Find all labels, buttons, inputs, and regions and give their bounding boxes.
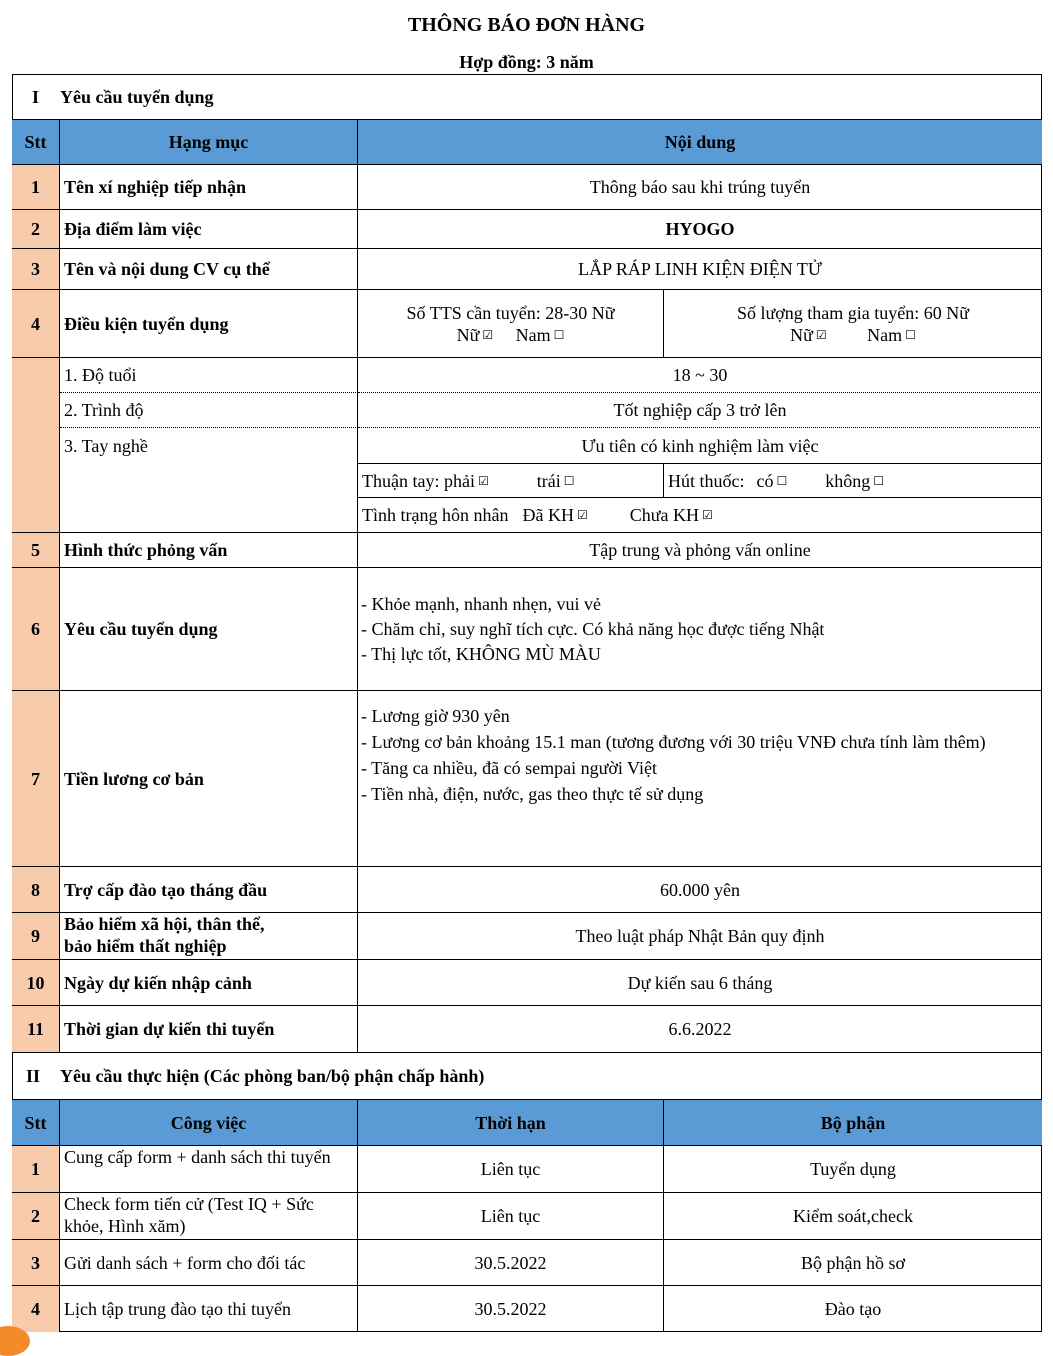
task-number: 1 xyxy=(12,1146,60,1193)
section-1-roman: I xyxy=(32,86,40,107)
row-10-number: 10 xyxy=(12,960,60,1006)
task-deadline: Liên tục xyxy=(358,1146,664,1193)
row-3-number: 3 xyxy=(12,249,60,290)
task-department: Tuyển dụng xyxy=(664,1146,1042,1193)
row-3-value: LẮP RÁP LINH KIỆN ĐIỆN TỬ xyxy=(358,249,1042,290)
task-deadline: 30.5.2022 xyxy=(358,1240,664,1286)
row-7-salary xyxy=(358,691,1042,867)
row-11-category: Thời gian dự kiến thi tuyển xyxy=(60,1006,358,1053)
age-label: 1. Độ tuổi xyxy=(60,358,358,393)
handedness xyxy=(358,464,664,498)
married-checkbox: ☑ xyxy=(576,508,588,522)
smoking-label: Hút thuốc: xyxy=(668,470,745,491)
header2-job: Công việc xyxy=(60,1100,358,1146)
right-hand-checkbox: ☑ xyxy=(477,473,489,488)
smoking-yes-label: có xyxy=(756,470,774,491)
task-department: Bộ phận hồ sơ xyxy=(664,1240,1042,1286)
row-7-number: 7 xyxy=(12,691,60,867)
female-label: Nữ xyxy=(456,324,480,345)
requirement-line: - Khỏe mạnh, nhanh nhẹn, vui vẻ xyxy=(361,593,601,614)
male-checkbox: ☐ xyxy=(553,327,565,342)
section-1-label: Yêu cầu tuyển dụng xyxy=(60,86,214,107)
section-2-roman: II xyxy=(26,1066,41,1086)
education-value: Tốt nghiệp cấp 3 trở lên xyxy=(358,393,1042,428)
row-4-number: 4 xyxy=(12,290,60,358)
row-5-value: Tập trung và phỏng vấn online xyxy=(358,533,1042,568)
row-11-number: 11 xyxy=(12,1006,60,1053)
education-label: 2. Trình độ xyxy=(60,393,358,428)
married-label: Đã KH xyxy=(522,505,574,525)
smoking-no-checkbox: ☐ xyxy=(873,473,885,488)
row-9-number: 9 xyxy=(12,913,60,960)
row-4-participants xyxy=(664,290,1042,358)
single-label: Chưa KH xyxy=(629,505,699,525)
task-deadline: 30.5.2022 xyxy=(358,1286,664,1332)
salary-line: - Lương cơ bản khoảng 15.1 man (tương đương với 30 triệu VNĐ chưa tính làm thêm) xyxy=(361,732,986,752)
left-hand-checkbox: ☐ xyxy=(563,473,575,488)
skill-value: Ưu tiên có kinh nghiệm làm việc xyxy=(358,428,1042,464)
row-8-number: 8 xyxy=(12,867,60,913)
task-job: Cung cấp form + danh sách thi tuyển xyxy=(60,1146,358,1193)
skill-label: 3. Tay nghề xyxy=(60,428,358,464)
task-job: Lịch tập trung đào tạo thi tuyển xyxy=(60,1286,358,1332)
task-job: Check form tiến cử (Test IQ + Sức khỏe, Hình xăm) xyxy=(60,1193,358,1240)
male-checkbox: ☐ xyxy=(905,327,916,342)
row-10-value: Dự kiến sau 6 tháng xyxy=(358,960,1042,1006)
section-2-label: Yêu cầu thực hiện (Các phòng ban/bộ phận chấp hành) xyxy=(60,1066,485,1086)
row-2-category: Địa điểm làm việc xyxy=(60,210,358,249)
task-number: 2 xyxy=(12,1193,60,1240)
salary-line: - Tiền nhà, điện, nước, gas theo thực tế sử dụng xyxy=(361,784,704,804)
requirement-line: - Thị lực tốt, KHÔNG MÙ MÀU xyxy=(361,643,601,664)
page-title: THÔNG BÁO ĐƠN HÀNG xyxy=(407,14,646,36)
task-number: 4 xyxy=(12,1286,60,1332)
row-4-trainees-needed xyxy=(358,290,664,358)
row-1-category: Tên xí nghiệp tiếp nhận xyxy=(60,165,358,210)
row-6-number: 6 xyxy=(12,568,60,691)
female-checkbox: ☑ xyxy=(482,327,494,342)
header-content: Nội dung xyxy=(358,120,1042,165)
female-checkbox: ☑ xyxy=(815,327,827,342)
section-1-heading xyxy=(12,74,1042,120)
row-5-category: Hình thức phỏng vấn xyxy=(60,533,358,568)
header2-stt: Stt xyxy=(12,1100,60,1146)
row-9-value: Theo luật pháp Nhật Bản quy định xyxy=(358,913,1042,960)
task-deadline: Liên tục xyxy=(358,1193,664,1240)
smoking xyxy=(664,464,1042,498)
header-stt: Stt xyxy=(12,120,60,165)
row-2-value: HYOGO xyxy=(358,210,1042,249)
section-2-heading xyxy=(12,1053,1042,1100)
row-3-category: Tên và nội dung CV cụ thể xyxy=(60,249,358,290)
task-department: Đào tạo xyxy=(824,1299,882,1319)
row-1-value: Thông báo sau khi trúng tuyển xyxy=(358,165,1042,210)
salary-line: - Tăng ca nhiều, đã có sempai người Việt xyxy=(361,758,657,778)
contract-subtitle: Hợp đồng: 3 năm xyxy=(459,52,594,72)
row-6-category: Yêu cầu tuyển dụng xyxy=(60,568,358,691)
row-8-category: Trợ cấp đào tạo tháng đầu xyxy=(60,867,358,913)
female-label: Nữ xyxy=(790,324,813,345)
task-job: Gửi danh sách + form cho đối tác xyxy=(60,1240,358,1286)
smoking-yes-checkbox: ☐ xyxy=(776,473,788,488)
smoking-no-label: không xyxy=(825,470,871,491)
row-8-value: 60.000 yên xyxy=(358,867,1042,913)
age-value: 18 ~ 30 xyxy=(358,358,1042,393)
row-4-sub-number xyxy=(12,358,60,533)
row-4-blank xyxy=(60,464,358,533)
insurance-line: bảo hiểm thất nghiệp xyxy=(64,936,227,956)
header-category: Hạng mục xyxy=(60,120,358,165)
salary-line: - Lương giờ 930 yên xyxy=(361,706,510,726)
trainees-needed-gender xyxy=(457,324,565,346)
male-label: Nam xyxy=(867,324,903,345)
row-4-category: Điều kiện tuyển dụng xyxy=(60,290,358,358)
row-11-value: 6.6.2022 xyxy=(358,1006,1042,1053)
handedness-label: Thuận tay: phải xyxy=(362,470,475,491)
header2-deadline: Thời hạn xyxy=(358,1100,664,1146)
marital-label: Tình trạng hôn nhân xyxy=(362,505,509,525)
row-1-number: 1 xyxy=(12,165,60,210)
row-2-number: 2 xyxy=(12,210,60,249)
left-hand-label: trái xyxy=(536,470,561,491)
single-checkbox: ☑ xyxy=(702,508,713,522)
task-department: Kiểm soát,check xyxy=(664,1193,1042,1240)
row-7-category: Tiền lương cơ bản xyxy=(60,691,358,867)
row-9-category xyxy=(60,913,358,960)
trainees-needed-label: Số TTS cần tuyển: 28-30 Nữ xyxy=(406,302,615,323)
task-number: 3 xyxy=(12,1240,60,1286)
row-5-number: 5 xyxy=(12,533,60,568)
male-label: Nam xyxy=(515,324,551,345)
insurance-line: Bảo hiểm xã hội, thân thể, xyxy=(64,914,265,934)
participants-label: Số lượng tham gia tuyển: 60 Nữ xyxy=(736,302,969,323)
requirement-line: - Chăm chỉ, suy nghĩ tích cực. Có khả năng học được tiếng Nhật xyxy=(361,618,825,639)
header2-department: Bộ phận xyxy=(664,1100,1042,1146)
row-10-category: Ngày dự kiến nhập cảnh xyxy=(60,960,358,1006)
marital-status xyxy=(358,498,1042,533)
participants-gender xyxy=(790,324,916,346)
row-6-requirements xyxy=(358,568,1042,691)
